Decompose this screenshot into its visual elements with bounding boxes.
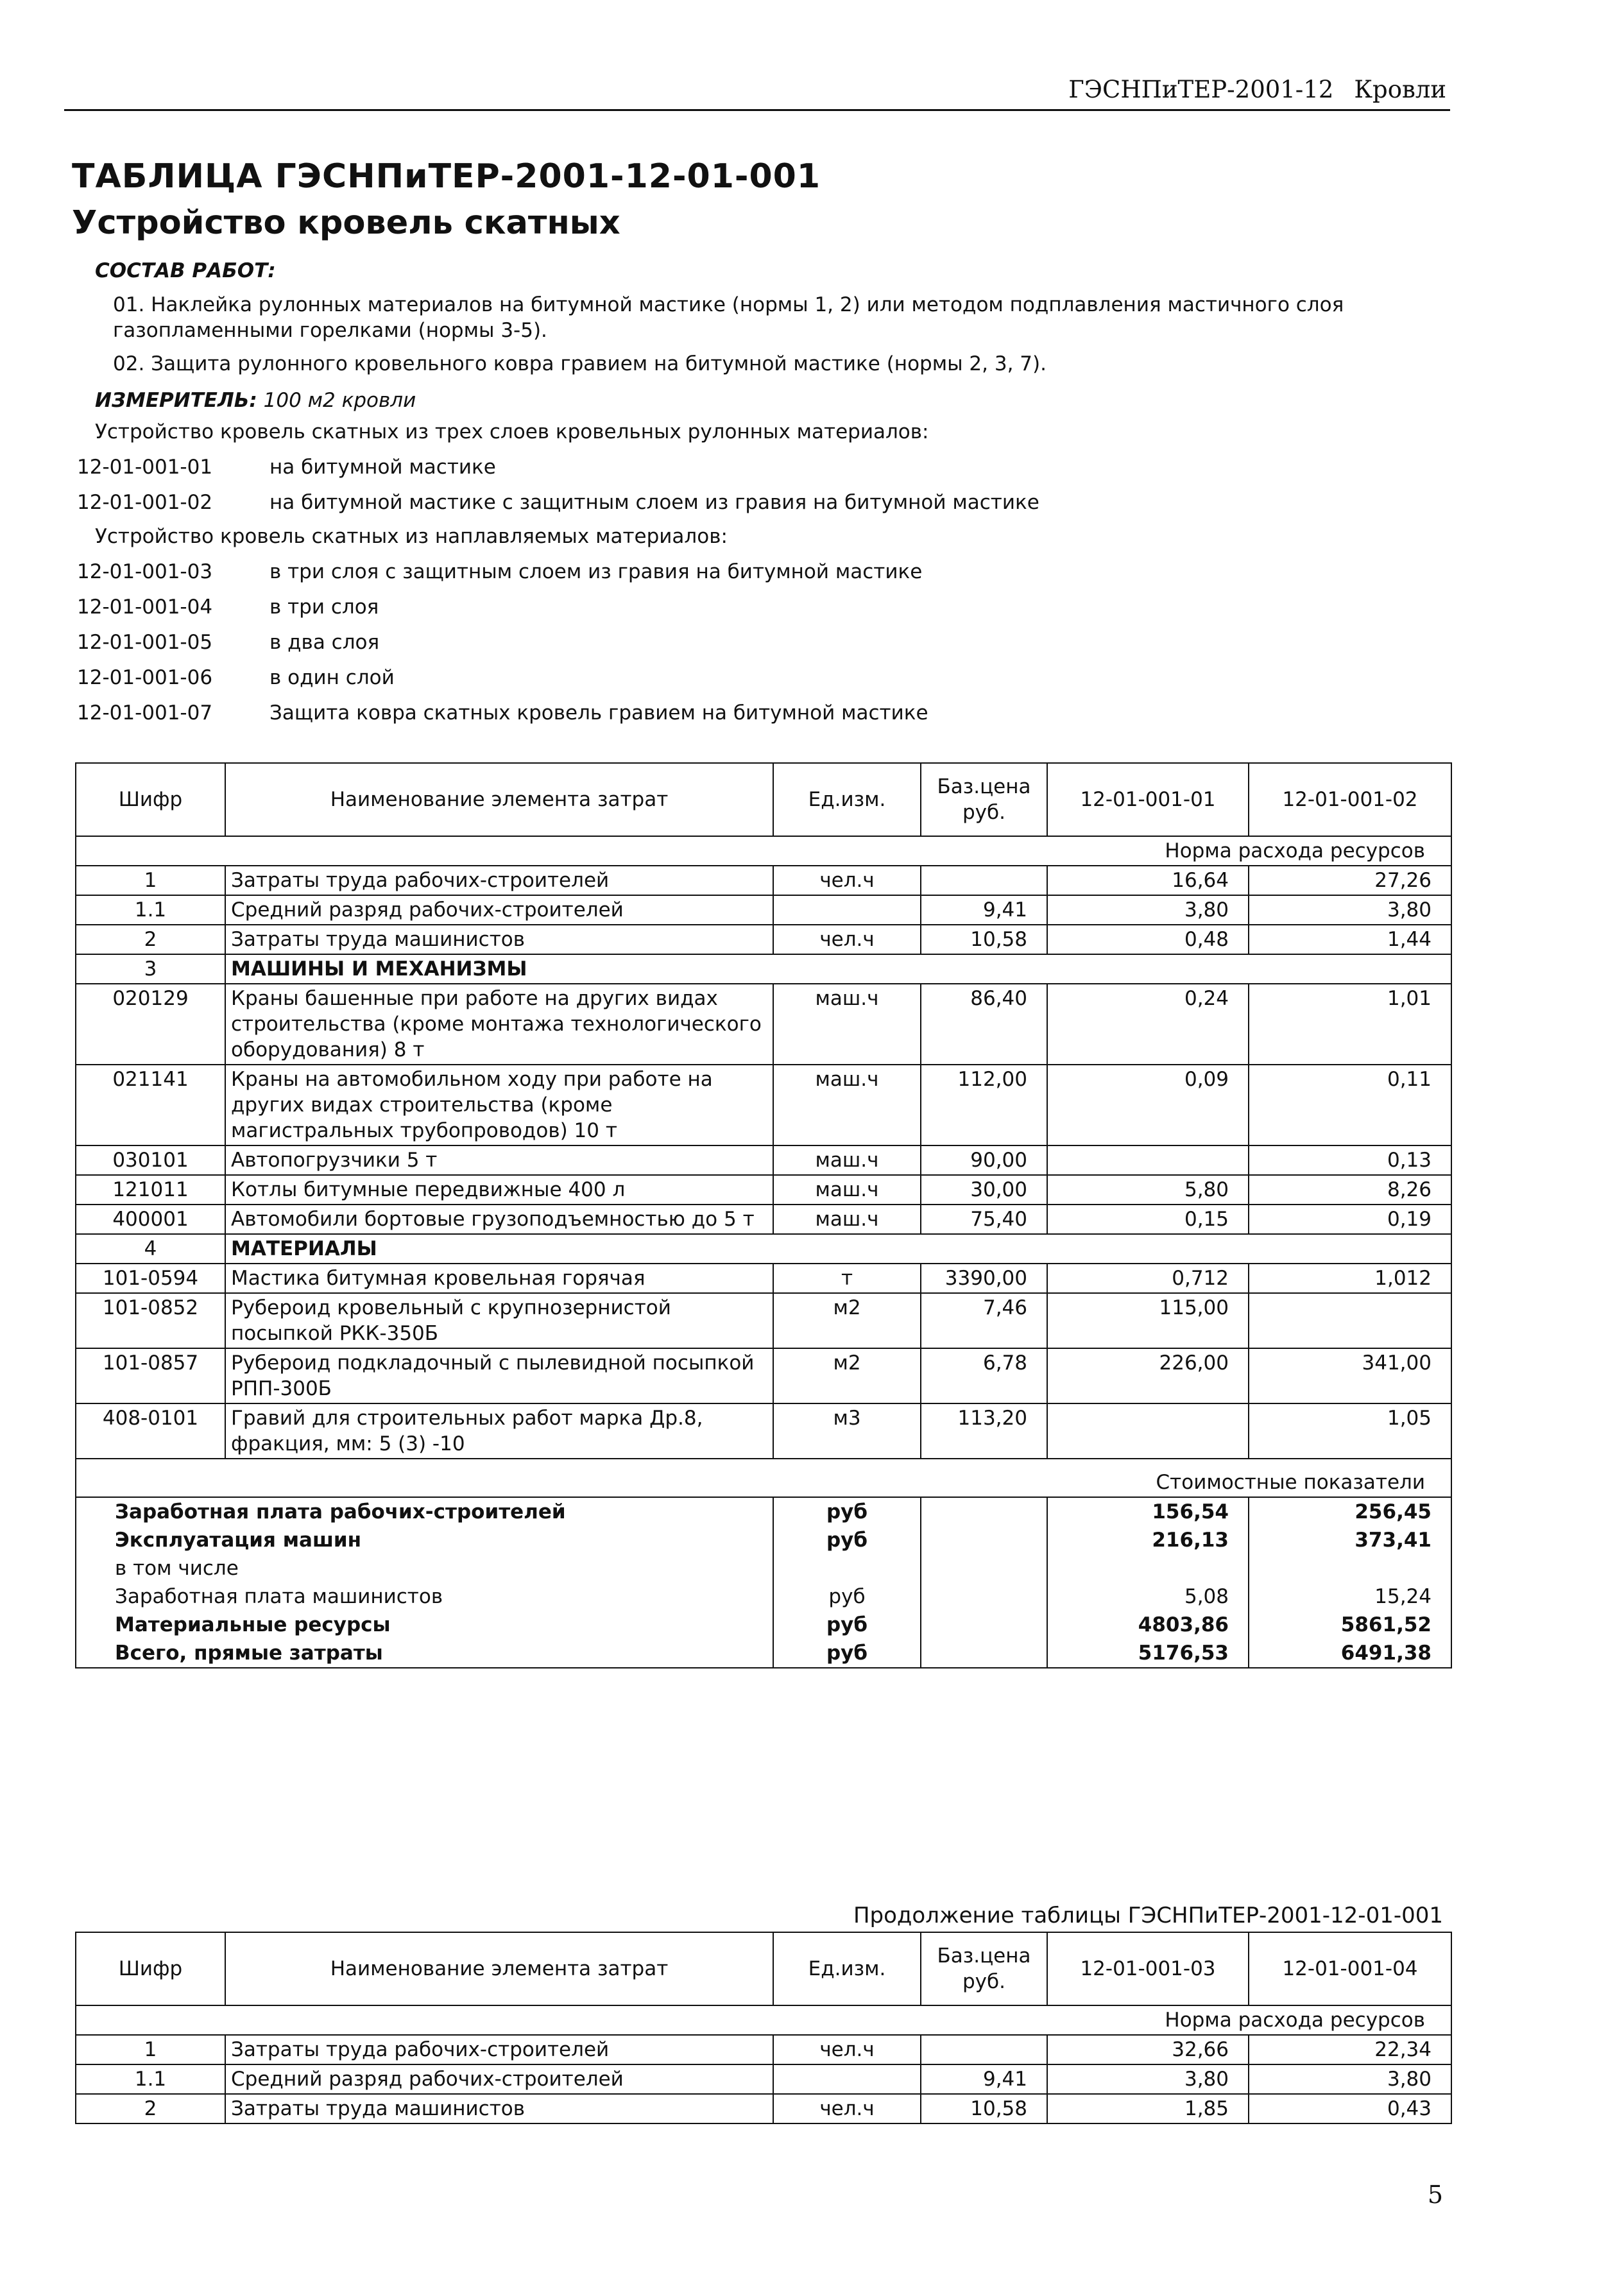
section-code: 4 [76, 1234, 225, 1264]
table-row [76, 1205, 1451, 1234]
row-price: 3390,00 [921, 1264, 1047, 1293]
cost-price-empty [921, 1639, 1047, 1668]
row-value-1: 115,00 [1047, 1293, 1249, 1348]
row-name: Гравий для строительных работ марка Др.8, фракция, мм: 5 (3) -10 [225, 1403, 773, 1459]
row-unit: маш.ч [773, 1065, 921, 1145]
table-row [76, 925, 1451, 954]
table-row [76, 1145, 1451, 1175]
row-price: 75,40 [921, 1205, 1047, 1234]
table-row [76, 2035, 1451, 2064]
row-value-1: 3,80 [1047, 2064, 1249, 2094]
norm-code: 12-01-001-07 [77, 701, 213, 725]
norm-name: в три слоя с защитным слоем из гравия на битумной мастике [269, 560, 923, 583]
col-header-norm-2: 12-01-001-04 [1249, 1932, 1451, 2005]
cost-name: Заработная плата машинистов [76, 1583, 773, 1611]
table-row [76, 1348, 1451, 1403]
cost-price-empty [921, 1583, 1047, 1611]
cost-name: Эксплуатация машин [76, 1526, 773, 1554]
work-heading: СОСТАВ РАБОТ: [95, 259, 276, 282]
row-unit: т [773, 1264, 921, 1293]
row-value-2: 1,44 [1249, 925, 1451, 954]
norm-code: 12-01-001-04 [77, 596, 213, 619]
row-value-2: 3,80 [1249, 2064, 1451, 2094]
row-name: Затраты труда машинистов [225, 2094, 773, 2123]
row-value-2: 0,43 [1249, 2094, 1451, 2123]
row-value-1: 5,80 [1047, 1175, 1249, 1205]
continuation-caption: Продолжение таблицы ГЭСНПиТЕР-2001-12-01-001 [853, 1903, 1443, 1928]
work-item: 02. Защита рулонного кровельного ковра гравием на битумной мастике (нормы 2, 3, 7). [113, 352, 1047, 375]
page-number: 5 [1427, 2181, 1443, 2209]
col-header-unit: Ед.изм. [773, 1932, 921, 2005]
row-value-1: 0,24 [1047, 984, 1249, 1065]
norm-code: 12-01-001-06 [77, 666, 213, 689]
row-value-2: 3,80 [1249, 895, 1451, 925]
cost-name: Материальные ресурсы [76, 1611, 773, 1639]
row-name: Мастика битумная кровельная горячая [225, 1264, 773, 1293]
row-name: Рубероид подкладочный с пылевидной посыпкой РПП-300Б [225, 1348, 773, 1403]
cost-value-2: 6491,38 [1249, 1639, 1451, 1668]
col-header-unit: Ед.изм. [773, 763, 921, 836]
norm-label: Норма расхода ресурсов [76, 836, 1451, 866]
row-code: 1 [76, 866, 225, 895]
row-name: Краны башенные при работе на других видах строительства (кроме монтажа технологического оборудования) 8 т [225, 984, 773, 1065]
row-name: Котлы битумные передвижные 400 л [225, 1175, 773, 1205]
col-header-code: Шифр [76, 1932, 225, 2005]
row-value-2: 0,19 [1249, 1205, 1451, 1234]
table-row [76, 2094, 1451, 2123]
cost-unit: руб [773, 1526, 921, 1554]
cost-unit: руб [773, 1583, 921, 1611]
section-row-materials [76, 1234, 1451, 1264]
unit-line [95, 389, 416, 412]
table-name: Устройство кровель скатных [72, 204, 620, 242]
col-header-norm-1: 12-01-001-03 [1047, 1932, 1249, 2005]
row-price: 9,41 [921, 2064, 1047, 2094]
norm-label-row [76, 2005, 1451, 2035]
cost-value-1: 4803,86 [1047, 1611, 1249, 1639]
table-row [76, 895, 1451, 925]
table-header-row [76, 763, 1451, 836]
unit-label: ИЗМЕРИТЕЛЬ: [95, 389, 257, 412]
cost-value-2 [1249, 1554, 1451, 1583]
row-price: 9,41 [921, 895, 1047, 925]
row-price: 112,00 [921, 1065, 1047, 1145]
row-price: 86,40 [921, 984, 1047, 1065]
norm-name: в один слой [269, 666, 395, 689]
row-code: 101-0852 [76, 1293, 225, 1348]
cost-row [76, 1583, 1451, 1611]
row-unit: маш.ч [773, 1175, 921, 1205]
header-text [1068, 76, 1446, 103]
row-code: 1 [76, 2035, 225, 2064]
row-name: Затраты труда рабочих-строителей [225, 2035, 773, 2064]
cost-unit [773, 1554, 921, 1583]
cost-value-1: 216,13 [1047, 1526, 1249, 1554]
resource-table-1 [75, 762, 1452, 1668]
cost-price-empty [921, 1526, 1047, 1554]
section-title: МАТЕРИАЛЫ [225, 1234, 1451, 1264]
row-unit: чел.ч [773, 2035, 921, 2064]
cost-row [76, 1639, 1451, 1668]
norm-code: 12-01-001-01 [77, 456, 213, 479]
cost-value-1: 5,08 [1047, 1583, 1249, 1611]
row-price: 7,46 [921, 1293, 1047, 1348]
row-code: 1.1 [76, 895, 225, 925]
row-price: 113,20 [921, 1403, 1047, 1459]
cost-unit: руб [773, 1611, 921, 1639]
norm-name: на битумной мастике [269, 456, 496, 479]
unit-value: 100 м2 кровли [263, 389, 416, 412]
row-value-2: 27,26 [1249, 866, 1451, 895]
row-code: 1.1 [76, 2064, 225, 2094]
row-value-2: 0,11 [1249, 1065, 1451, 1145]
row-unit: чел.ч [773, 866, 921, 895]
row-code: 408-0101 [76, 1403, 225, 1459]
table-title: ТАБЛИЦА ГЭСНПиТЕР-2001-12-01-001 [72, 157, 821, 196]
row-name: Автомобили бортовые грузоподъемностью до 5 т [225, 1205, 773, 1234]
cost-name: Заработная плата рабочих-строителей [76, 1497, 773, 1526]
table-row [76, 2064, 1451, 2094]
row-code: 400001 [76, 1205, 225, 1234]
row-value-2: 8,26 [1249, 1175, 1451, 1205]
table-row [76, 1065, 1451, 1145]
norm-row [77, 560, 922, 583]
row-unit [773, 2064, 921, 2094]
cost-value-2: 373,41 [1249, 1526, 1451, 1554]
col-header-price: Баз.цена руб. [921, 1932, 1047, 2005]
row-price: 10,58 [921, 925, 1047, 954]
row-value-1: 0,48 [1047, 925, 1249, 954]
header-doc: ГЭСНПиТЕР-2001-12 [1068, 76, 1334, 103]
table-row [76, 866, 1451, 895]
row-price: 10,58 [921, 2094, 1047, 2123]
row-code: 121011 [76, 1175, 225, 1205]
row-code: 101-0857 [76, 1348, 225, 1403]
row-code: 101-0594 [76, 1264, 225, 1293]
norm-code: 12-01-001-03 [77, 560, 213, 583]
norm-name: на битумной мастике с защитным слоем из гравия на битумной мастике [269, 491, 1039, 514]
row-value-2: 341,00 [1249, 1348, 1451, 1403]
col-header-norm-2: 12-01-001-02 [1249, 763, 1451, 836]
row-code: 021141 [76, 1065, 225, 1145]
col-header-name: Наименование элемента затрат [225, 763, 773, 836]
table-row [76, 1175, 1451, 1205]
cost-unit: руб [773, 1639, 921, 1668]
table-row [76, 984, 1451, 1065]
cost-price-empty [921, 1611, 1047, 1639]
row-name: Автопогрузчики 5 т [225, 1145, 773, 1175]
row-value-1: 0,712 [1047, 1264, 1249, 1293]
cost-name: в том числе [76, 1554, 773, 1583]
norm-label-row [76, 836, 1451, 866]
norm-code: 12-01-001-05 [77, 631, 213, 654]
cost-unit: руб [773, 1497, 921, 1526]
norm-name: в два слоя [269, 631, 380, 654]
cost-label: Стоимостные показатели [76, 1459, 1451, 1497]
row-value-1: 0,09 [1047, 1065, 1249, 1145]
row-value-1: 16,64 [1047, 866, 1249, 895]
section-code: 3 [76, 954, 225, 984]
row-price: 90,00 [921, 1145, 1047, 1175]
row-value-1: 32,66 [1047, 2035, 1249, 2064]
row-unit: чел.ч [773, 925, 921, 954]
cost-value-2: 15,24 [1249, 1583, 1451, 1611]
row-value-1 [1047, 1403, 1249, 1459]
row-name: Краны на автомобильном ходу при работе на других видах строительства (кроме магистральных трубопроводов) 10 т [225, 1065, 773, 1145]
row-name: Затраты труда рабочих-строителей [225, 866, 773, 895]
cost-label-row [76, 1459, 1451, 1497]
row-unit: чел.ч [773, 2094, 921, 2123]
cost-value-1 [1047, 1554, 1249, 1583]
col-header-name: Наименование элемента затрат [225, 1932, 773, 2005]
work-item: 01. Наклейка рулонных материалов на битумной мастике (нормы 1, 2) или методом подплавления мастичного слоя газопламенными горелками (нормы 3-5). [113, 293, 1344, 342]
norm-code: 12-01-001-02 [77, 491, 213, 514]
row-value-1: 226,00 [1047, 1348, 1249, 1403]
section-title: МАШИНЫ И МЕХАНИЗМЫ [225, 954, 1451, 984]
row-code: 2 [76, 925, 225, 954]
row-unit: м3 [773, 1403, 921, 1459]
cost-value-1: 156,54 [1047, 1497, 1249, 1526]
cost-row [76, 1526, 1451, 1554]
norm-row [77, 666, 395, 689]
row-unit [773, 895, 921, 925]
row-price: 30,00 [921, 1175, 1047, 1205]
norm-row [77, 701, 928, 725]
section-row-machines [76, 954, 1451, 984]
norm-row [77, 491, 1039, 514]
row-value-2: 1,05 [1249, 1403, 1451, 1459]
norm-row [77, 596, 379, 619]
col-header-norm-1: 12-01-001-01 [1047, 763, 1249, 836]
norm-row [77, 631, 379, 654]
row-price [921, 866, 1047, 895]
row-unit: м2 [773, 1348, 921, 1403]
row-unit: маш.ч [773, 1145, 921, 1175]
page-header [64, 72, 1450, 111]
row-unit: маш.ч [773, 984, 921, 1065]
row-price [921, 2035, 1047, 2064]
header-section: Кровли [1354, 76, 1446, 103]
table-row [76, 1264, 1451, 1293]
cost-row [76, 1497, 1451, 1526]
norm-label: Норма расхода ресурсов [76, 2005, 1451, 2035]
norm-name: в три слоя [269, 596, 379, 619]
row-name: Средний разряд рабочих-строителей [225, 895, 773, 925]
norm-row [77, 456, 496, 479]
cost-value-1: 5176,53 [1047, 1639, 1249, 1668]
col-header-code: Шифр [76, 763, 225, 836]
row-name: Рубероид кровельный с крупнозернистой посыпкой РКК-350Б [225, 1293, 773, 1348]
row-code: 030101 [76, 1145, 225, 1175]
row-unit: м2 [773, 1293, 921, 1348]
row-value-2: 22,34 [1249, 2035, 1451, 2064]
cost-price-empty [921, 1554, 1047, 1583]
group-heading: Устройство кровель скатных из наплавляемых материалов: [95, 525, 728, 548]
row-value-2: 1,012 [1249, 1264, 1451, 1293]
table-row [76, 1293, 1451, 1348]
row-price: 6,78 [921, 1348, 1047, 1403]
cost-price-empty [921, 1497, 1047, 1526]
row-value-1: 3,80 [1047, 895, 1249, 925]
row-name: Затраты труда машинистов [225, 925, 773, 954]
cost-name: Всего, прямые затраты [76, 1639, 773, 1668]
row-value-2: 1,01 [1249, 984, 1451, 1065]
row-value-1: 0,15 [1047, 1205, 1249, 1234]
cost-value-2: 5861,52 [1249, 1611, 1451, 1639]
row-value-2 [1249, 1293, 1451, 1348]
row-code: 020129 [76, 984, 225, 1065]
row-name: Средний разряд рабочих-строителей [225, 2064, 773, 2094]
col-header-price: Баз.цена руб. [921, 763, 1047, 836]
cost-value-2: 256,45 [1249, 1497, 1451, 1526]
resource-table-2 [75, 1932, 1452, 2124]
table-row [76, 1403, 1451, 1459]
row-code: 2 [76, 2094, 225, 2123]
row-value-1 [1047, 1145, 1249, 1175]
row-unit: маш.ч [773, 1205, 921, 1234]
group-heading: Устройство кровель скатных из трех слоев кровельных рулонных материалов: [95, 420, 929, 443]
cost-row [76, 1554, 1451, 1583]
norm-name: Защита ковра скатных кровель гравием на битумной мастике [269, 701, 928, 725]
table-header-row [76, 1932, 1451, 2005]
row-value-2: 0,13 [1249, 1145, 1451, 1175]
row-value-1: 1,85 [1047, 2094, 1249, 2123]
cost-row [76, 1611, 1451, 1639]
